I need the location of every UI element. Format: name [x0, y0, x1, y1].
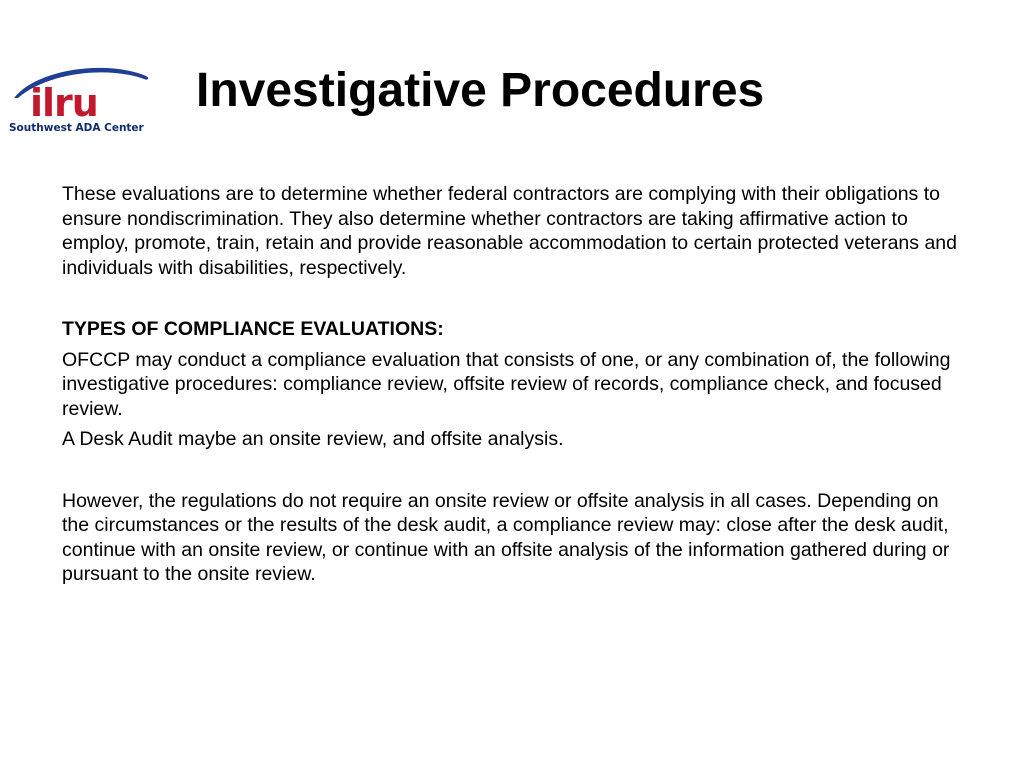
however-paragraph: However, the regulations do not require an onsite review or offsite analysis in all cases. Depending on the circumstances or the results of the desk audit, a compliance review may: close after the desk audit, continue with an onsite review, or continue with an offsite analysis of the information gathered during or pursuant to the onsite review. [62, 489, 950, 585]
section-heading: TYPES OF COMPLIANCE EVALUATIONS: [62, 318, 444, 340]
desk-audit-paragraph: A Desk Audit maybe an onsite review, and offsite analysis. [62, 428, 564, 450]
ofccp-paragraph: OFCCP may conduct a compliance evaluation that consists of one, or any combination of, the following investigative procedures: compliance review, offsite review of records, compliance check, and focused review. [62, 348, 951, 420]
logo-mark: ilru [30, 81, 98, 125]
ilru-logo [8, 62, 156, 138]
intro-paragraph: These evaluations are to determine whether federal contractors are complying with their obligations to ensure nondiscrimination. They also determine whether contractors are taking affirmative action to employ, promote, train, retain and provide reasonable accommodation to certain protected veterans and individuals with disabilities, respectively. [62, 183, 957, 279]
slide-title: Investigative Procedures [196, 64, 765, 117]
slide-body [62, 182, 962, 587]
logo-caption: Southwest ADA Center [9, 122, 144, 134]
